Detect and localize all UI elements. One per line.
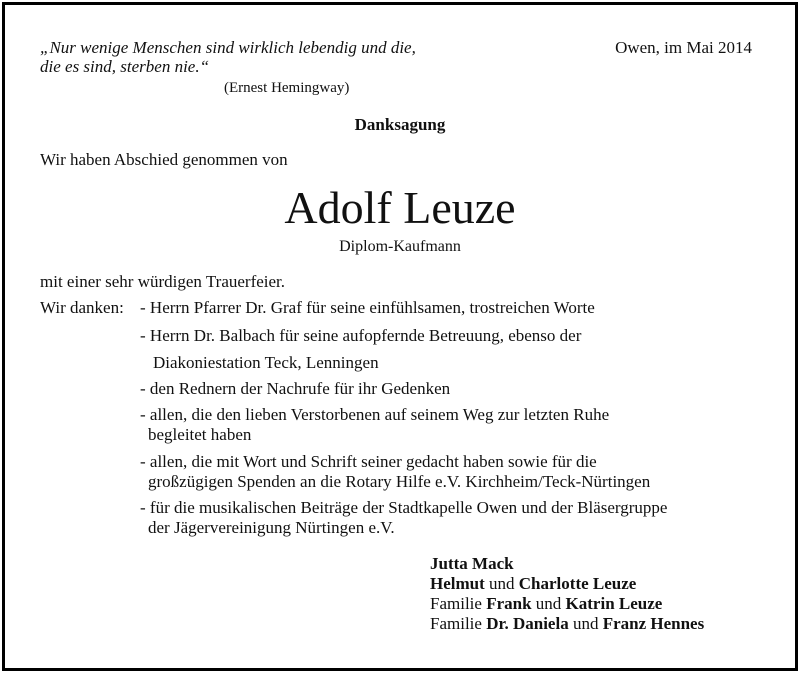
- thanks-item: - Herrn Pfarrer Dr. Graf für seine einfühlsamen, trostreichen Worte: [140, 298, 595, 317]
- signature-line: [430, 593, 662, 615]
- signature-connector: und: [535, 594, 562, 613]
- signature-name: Franz Hennes: [602, 614, 705, 633]
- thanks-item-continuation: begleitet haben: [148, 425, 252, 444]
- signature-prefix: Familie: [430, 594, 482, 613]
- thanks-item: - allen, die den lieben Verstorbenen auf seinem Weg zur letzten Ruhe: [140, 405, 610, 424]
- thanks-item: - für die musikalischen Beiträge der Stadtkapelle Owen und der Bläsergruppe: [140, 498, 668, 517]
- thanks-item-continuation: großzügigen Spenden an die Rotary Hilfe e.V. Kirchheim/Teck-Nürtingen: [148, 472, 651, 491]
- quote-line-1: „Nur wenige Menschen sind wirklich lebendig und die,: [40, 38, 416, 57]
- signature-prefix: Familie: [430, 614, 482, 633]
- deceased-title: Diplom-Kaufmann: [339, 238, 461, 255]
- signature-name: Dr. Daniela: [486, 614, 569, 633]
- thanks-item: - den Rednern der Nachrufe für ihr Gedenken: [140, 379, 451, 398]
- signature-line: [430, 553, 514, 575]
- signature-name: Katrin Leuze: [565, 594, 663, 613]
- thanks-item: - allen, die mit Wort und Schrift seiner gedacht haben sowie für die: [140, 452, 597, 471]
- signature-line: [430, 573, 636, 595]
- thanks-item: - Herrn Dr. Balbach für seine aufopfernde Betreuung, ebenso der: [140, 326, 582, 345]
- signature-connector: und: [489, 574, 515, 593]
- quote-author: (Ernest Hemingway): [224, 80, 350, 96]
- signature-connector: und: [572, 614, 599, 633]
- signature-line: [430, 613, 704, 635]
- ceremony-line: mit einer sehr würdigen Trauerfeier.: [40, 272, 286, 291]
- thanks-label: Wir danken:: [40, 298, 124, 317]
- heading: Danksagung: [354, 115, 446, 134]
- thanks-item-continuation: der Jägervereinigung Nürtingen e.V.: [148, 518, 395, 537]
- signature-name: Helmut: [430, 574, 485, 593]
- signature-name: Frank: [486, 594, 532, 613]
- intro-text: Wir haben Abschied genommen von: [40, 150, 288, 169]
- place-date: Owen, im Mai 2014: [615, 38, 752, 57]
- deceased-name: Adolf Leuze: [284, 182, 516, 233]
- quote-line-2: die es sind, sterben nie.“: [40, 57, 210, 76]
- thanks-item-continuation: Diakoniestation Teck, Lenningen: [153, 353, 379, 372]
- signature-name: Jutta Mack: [430, 554, 514, 573]
- signature-name: Charlotte Leuze: [518, 574, 637, 593]
